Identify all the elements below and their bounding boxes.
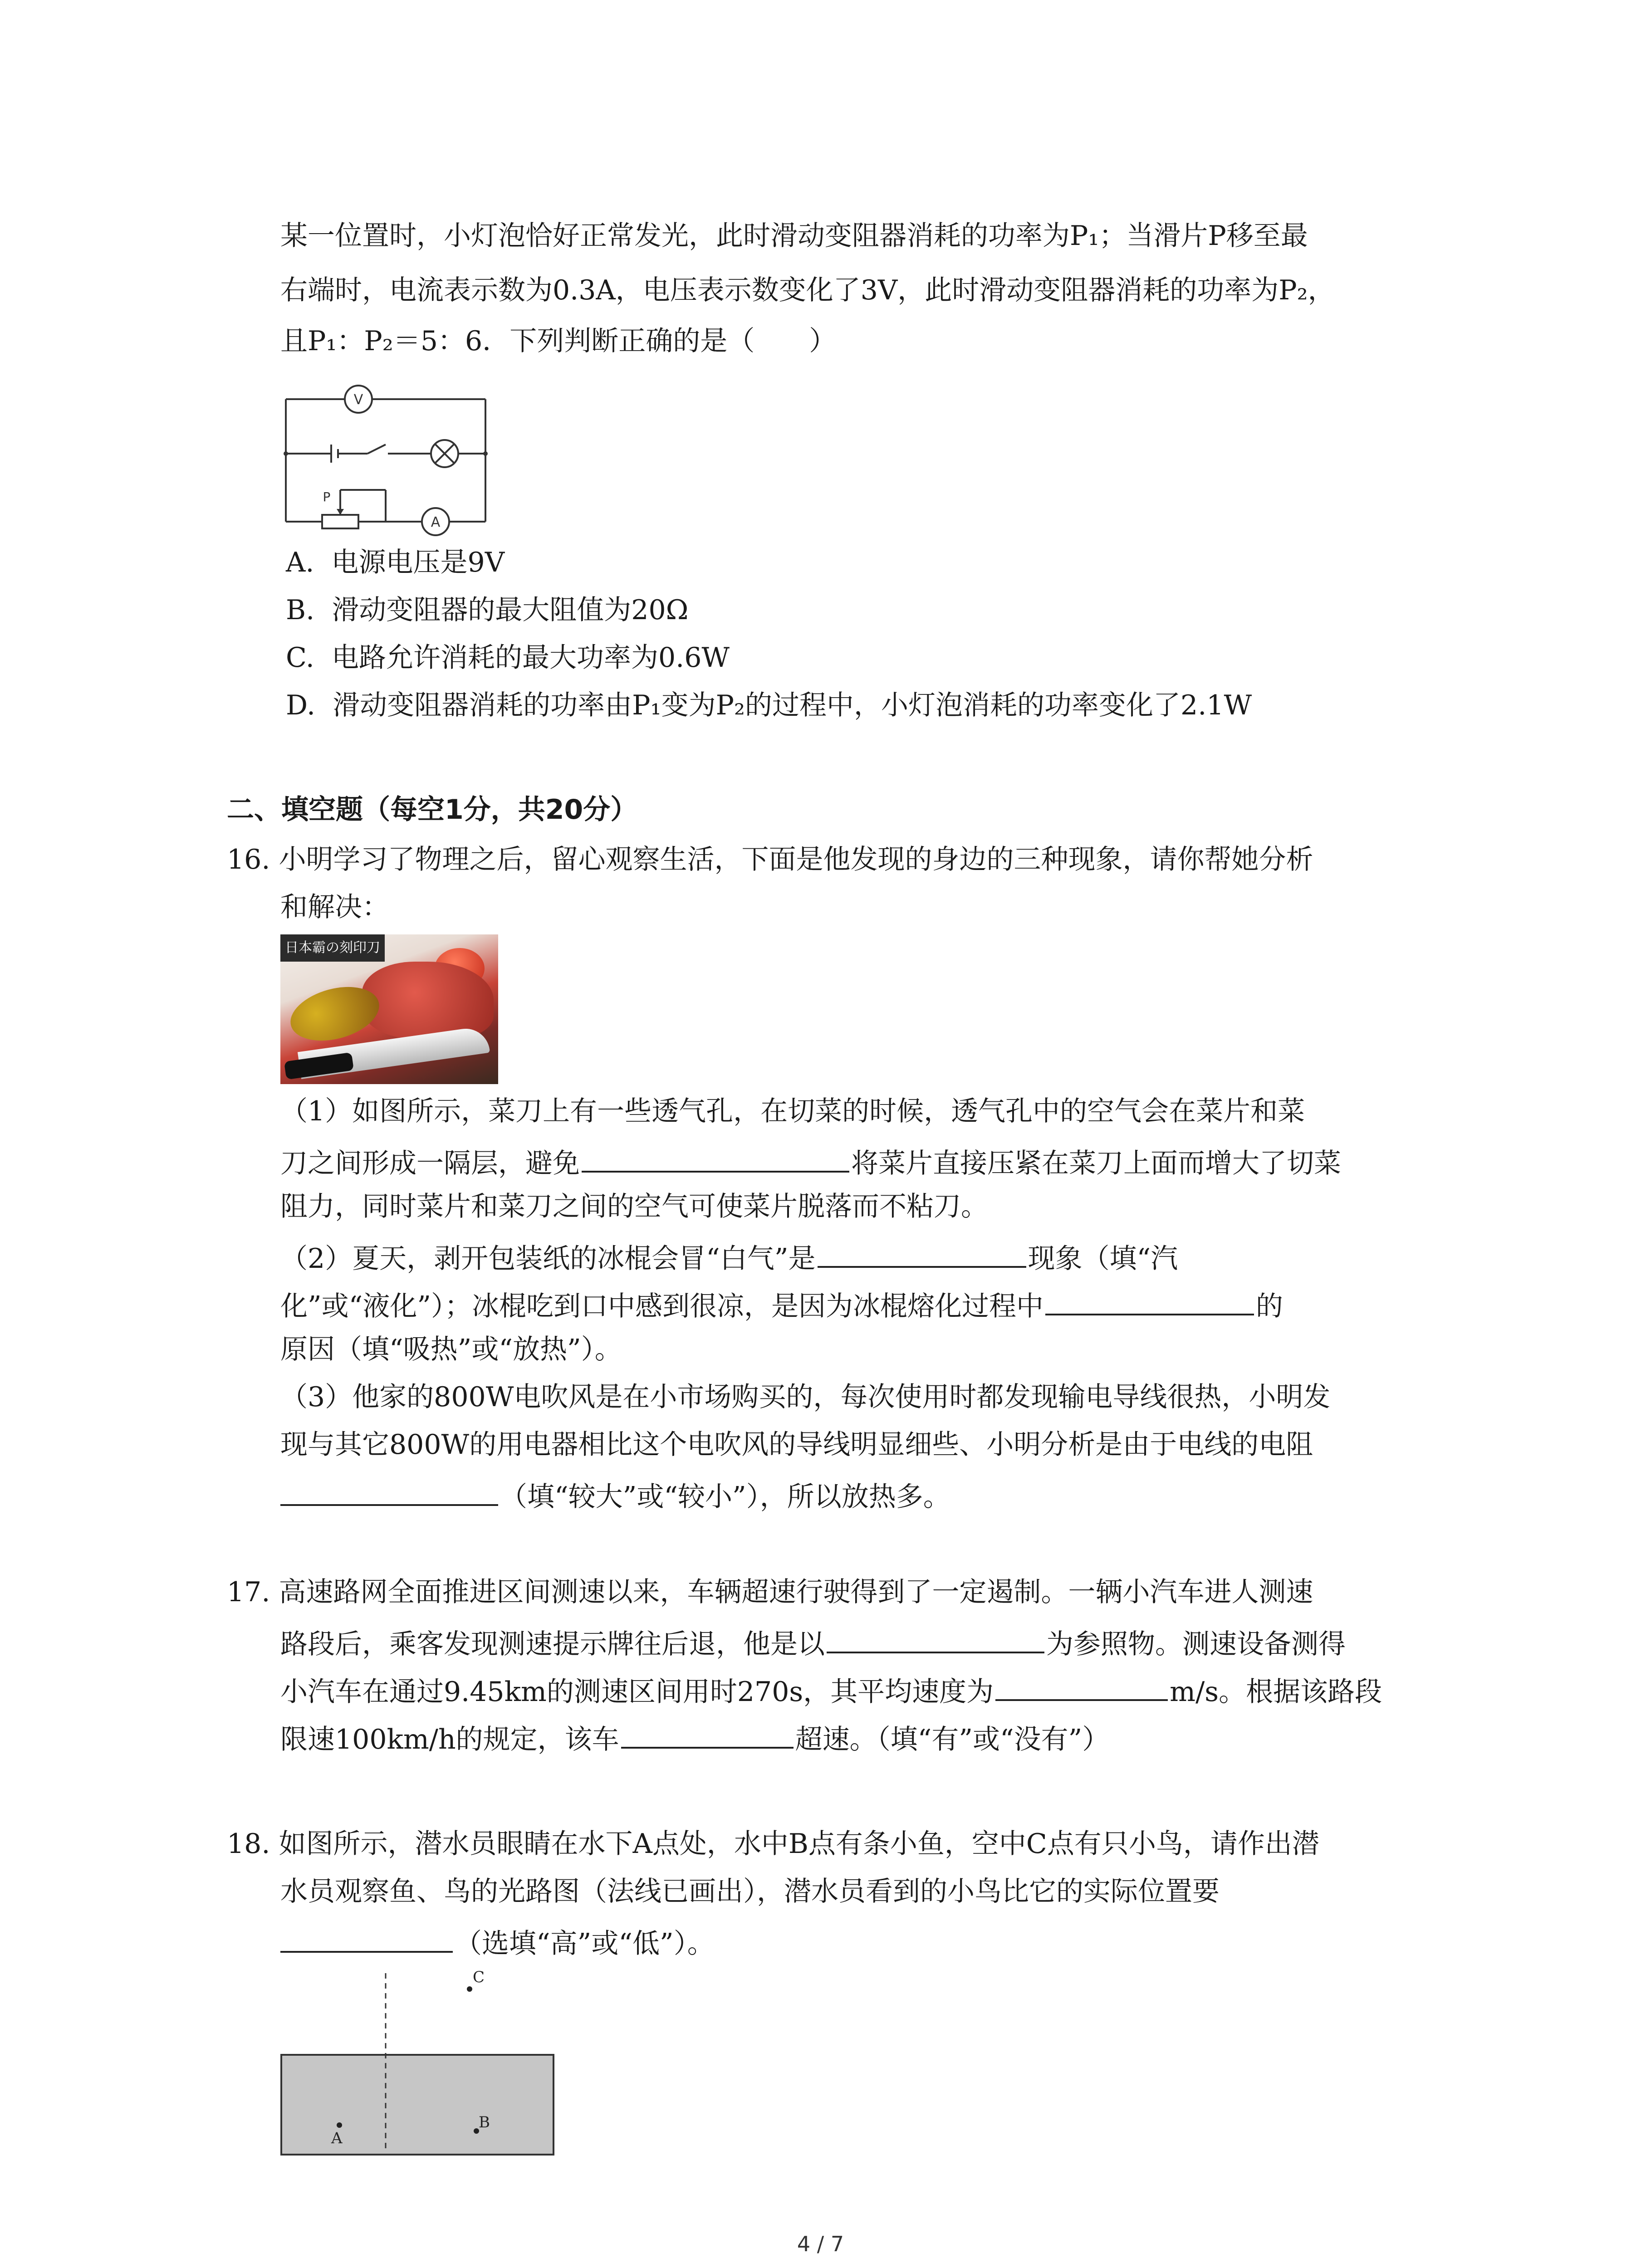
q16-p1-line-3: 阻力，同时菜片和菜刀之间的空气可使菜片脱落而不粘刀。 xyxy=(280,1191,988,1222)
page-number: 4 / 7 xyxy=(797,2232,844,2256)
q16-p2-line-2: 化”或“液化”）；冰棍吃到口中感到很凉，是因为冰棍熔化过程中 的 xyxy=(280,1284,1283,1320)
circuit-diagram xyxy=(277,376,495,540)
q18-line-1: 18. 如图所示，潜水员眼睛在水下A点处，水中B点有条小鱼，空中C点有只小鸟，请作出潜 xyxy=(227,1828,1319,1860)
q16-blank-3[interactable] xyxy=(1045,1284,1254,1315)
q15-line-2: 右端时，电流表示数为0.3A，电压表示数变化了3V，此时滑动变阻器消耗的功率为P₂， xyxy=(280,274,1335,306)
voltmeter-label: V xyxy=(353,392,363,408)
q15-option-a: A. 电源电压是9V xyxy=(286,547,505,578)
photo-banner: 日本霸の刻印刀 xyxy=(280,934,385,962)
q17-line-1: 17. 高速路网全面推进区间测速以来，车辆超速行驶得到了一定遏制。一辆小汽车进人测速 xyxy=(227,1576,1313,1608)
q15-line-3: 且P₁：P₂＝5：6．下列判断正确的是（ ） xyxy=(280,325,837,357)
q15-line-1: 某一位置时，小灯泡恰好正常发光，此时滑动变阻器消耗的功率为P₁；当滑片P移至最 xyxy=(280,220,1308,252)
q17-blank-2[interactable] xyxy=(995,1669,1168,1701)
point-b-label: B xyxy=(479,2113,490,2131)
ammeter-label: A xyxy=(431,514,441,530)
q16-blank-2[interactable] xyxy=(818,1236,1026,1268)
q16-line-1: 16. 小明学习了物理之后，留心观察生活，下面是他发现的身边的三种现象，请你帮她分析 xyxy=(227,844,1313,875)
q16-p3-line-1: （3）他家的800W电吹风是在小市场购买的，每次使用时都发现输电导线很热，小明发 xyxy=(280,1381,1331,1413)
q17-line-2: 路段后，乘客发现测速提示牌往后退，他是以 为参照物。测速设备测得 xyxy=(280,1622,1346,1658)
q16-p1-line-1: （1）如图所示，菜刀上有一些透气孔，在切菜的时候，透气孔中的空气会在菜片和菜 xyxy=(280,1095,1305,1127)
q16-p1-line-2: 刀之间形成一隔层，避免 将菜片直接压紧在菜刀上面而增大了切菜 xyxy=(280,1141,1341,1177)
q18-line-3: （选填“高”或“低”）。 xyxy=(280,1921,715,1957)
q16-p3-line-2: 现与其它800W的用电器相比这个电吹风的导线明显细些、小明分析是由于电线的电阻 xyxy=(280,1429,1313,1461)
water-diagram xyxy=(272,1964,563,2164)
kitchen-knife-photo xyxy=(280,934,498,1084)
point-c-label: C xyxy=(473,1968,485,1986)
q17-blank-3[interactable] xyxy=(621,1717,794,1749)
point-a-label: A xyxy=(331,2129,343,2147)
q15-option-d: D. 滑动变阻器消耗的功率由P₁变为P₂的过程中，小灯泡消耗的功率变化了2.1W xyxy=(286,689,1252,721)
q16-blank-1[interactable] xyxy=(582,1141,849,1173)
meat-shape xyxy=(362,962,494,1039)
q17-line-3: 小汽车在通过9.45km的测速区间用时270s，其平均速度为 m/s。根据该路段 xyxy=(280,1669,1382,1706)
q16-p3-line-3: （填“较大”或“较小”），所以放热多。 xyxy=(280,1474,950,1510)
q17-blank-1[interactable] xyxy=(827,1622,1044,1653)
q16-blank-4[interactable] xyxy=(280,1474,498,1506)
q16-p2-line-1: （2）夏天，剥开包装纸的冰棍会冒“白气”是 现象（填“汽 xyxy=(280,1236,1178,1272)
q18-line-2: 水员观察鱼、鸟的光路图（法线已画出），潜水员看到的小鸟比它的实际位置要 xyxy=(280,1876,1220,1907)
q16-p2-line-3: 原因（填“吸热”或“放热”）。 xyxy=(280,1334,622,1365)
q15-option-c: C. 电路允许消耗的最大功率为0.6W xyxy=(286,642,730,674)
q16-line-2: 和解决： xyxy=(280,891,389,923)
q17-line-4: 限速100km/h的规定，该车 超速。（填“有”或“没有”） xyxy=(280,1717,1109,1753)
q15-option-b: B. 滑动变阻器的最大阻值为20Ω xyxy=(286,594,689,626)
section-title: 二、填空题（每空1分，共20分） xyxy=(227,794,638,826)
slider-label: P xyxy=(323,489,331,504)
q18-blank-1[interactable] xyxy=(280,1921,453,1953)
